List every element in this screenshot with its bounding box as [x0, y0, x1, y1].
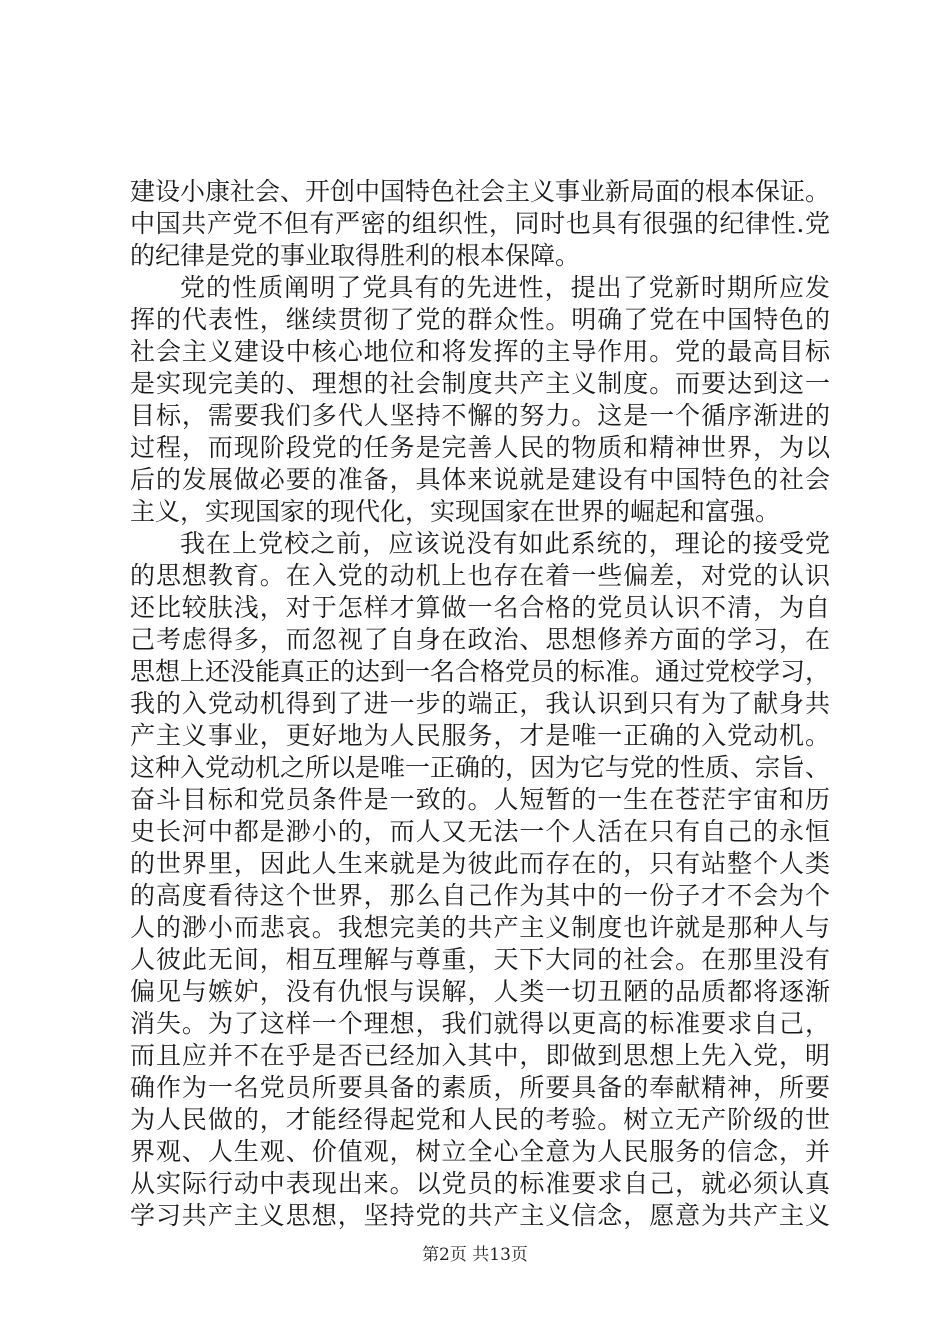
- text-line: 党的性质阐明了党具有的先进性，提出了党新时期所应发: [180, 273, 830, 302]
- text-line: 社会主义建设中核心地位和将发挥的主导作用。党的最高目标: [130, 337, 830, 366]
- text-line: 确作为一名党员所要具备的素质，所要具备的奉献精神，所要: [130, 1073, 830, 1102]
- text-line: 史长河中都是渺小的，而人又无法一个人活在只有自己的永恒: [130, 817, 830, 846]
- paragraph: [130, 176, 830, 272]
- text-line: 的高度看待这个世界，那么自己作为其中的一份子才不会为个: [130, 881, 830, 910]
- text-line: 奋斗目标和党员条件是一致的。人短暂的一生在苍茫宇宙和历: [130, 785, 830, 814]
- text-line: 目标，需要我们多代人坚持不懈的努力。这是一个循序渐进的: [130, 401, 830, 430]
- paragraph: [130, 528, 830, 1232]
- text-line: 过程，而现阶段党的任务是完善人民的物质和精神世界，为以: [130, 433, 830, 462]
- text-line: 而且应并不在乎是否已经加入其中，即做到思想上先入党，明: [130, 1041, 830, 1070]
- text-line: 这种入党动机之所以是唯一正确的，因为它与党的性质、宗旨、: [130, 753, 831, 782]
- text-line: 的思想教育。在入党的动机上也存在着一些偏差，对党的认识: [130, 561, 830, 590]
- text-line: 的世界里，因此人生来就是为彼此而存在的，只有站整个人类: [130, 849, 830, 878]
- text-line: 人的渺小而悲哀。我想完美的共产主义制度也许就是那种人与: [130, 913, 830, 942]
- text-line: 中国共产党不但有严密的组织性，同时也具有很强的纪律性.党: [130, 209, 830, 238]
- text-line: 我的入党动机得到了进一步的端正，我认识到只有为了献身共: [130, 689, 830, 718]
- paragraph: [130, 272, 830, 528]
- text-line: 还比较肤浅，对于怎样才算做一名合格的党员认识不清，为自: [130, 593, 830, 622]
- page-footer: 第2页 共13页: [422, 1245, 528, 1265]
- text-line: 思想上还没能真正的达到一名合格党员的标准。通过党校学习，: [130, 657, 831, 686]
- text-line: 己考虑得多，而忽视了自身在政治、思想修养方面的学习，在: [130, 625, 830, 654]
- text-line: 是实现完美的、理想的社会制度共产主义制度。而要达到这一: [130, 369, 830, 398]
- text-line: 学习共产主义思想，坚持党的共产主义信念，愿意为共产主义: [130, 1201, 830, 1230]
- text-line: 主义，实现国家的现代化，实现国家在世界的崛起和富强。: [130, 497, 781, 526]
- text-line: 界观、人生观、价值观，树立全心全意为人民服务的信念，并: [130, 1137, 830, 1166]
- document-body: [130, 176, 830, 1232]
- text-line: 建设小康社会、开创中国特色社会主义事业新局面的根本保证。: [130, 177, 831, 206]
- text-line: 的纪律是党的事业取得胜利的根本保障。: [130, 241, 581, 270]
- text-line: 我在上党校之前，应该说没有如此系统的，理论的接受党: [180, 529, 830, 558]
- text-line: 为人民做的，才能经得起党和人民的考验。树立无产阶级的世: [130, 1105, 830, 1134]
- text-line: 产主义事业，更好地为人民服务，才是唯一正确的入党动机。: [130, 721, 830, 750]
- text-line: 从实际行动中表现出来。以党员的标准要求自己，就必须认真: [130, 1169, 830, 1198]
- text-line: 后的发展做必要的准备，具体来说就是建设有中国特色的社会: [130, 465, 830, 494]
- text-line: 人彼此无间，相互理解与尊重，天下大同的社会。在那里没有: [130, 945, 830, 974]
- text-line: 偏见与嫉妒，没有仇恨与误解，人类一切丑陋的品质都将逐渐: [130, 977, 830, 1006]
- text-line: 消失。为了这样一个理想，我们就得以更高的标准要求自己，: [130, 1009, 830, 1038]
- text-line: 挥的代表性，继续贯彻了党的群众性。明确了党在中国特色的: [130, 305, 830, 334]
